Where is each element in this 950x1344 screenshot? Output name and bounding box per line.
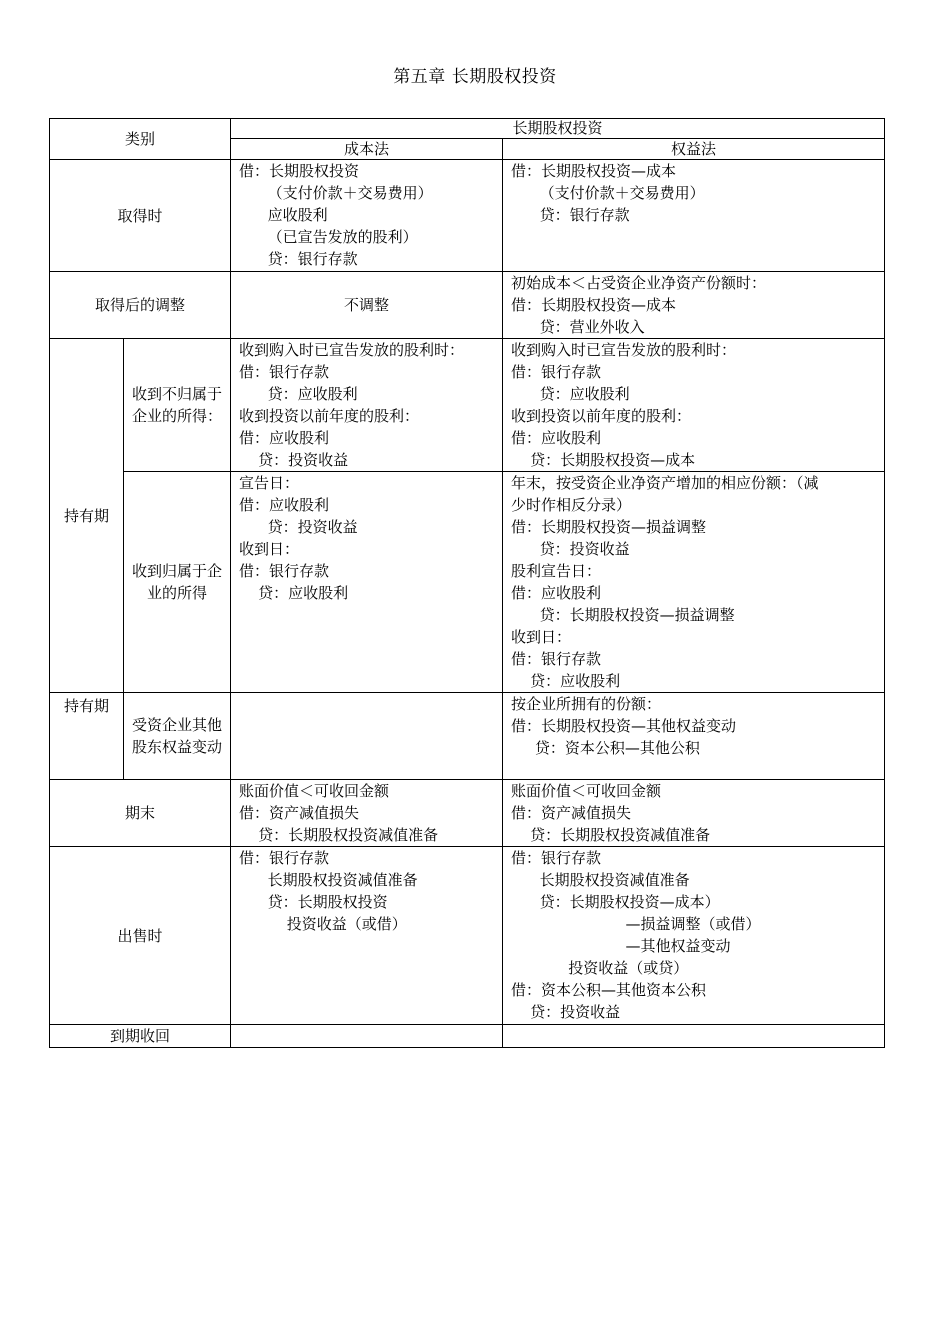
header-category: 类别 — [50, 119, 231, 160]
sale-equity-cell — [503, 847, 885, 1025]
non-attrib-equity-cell — [503, 339, 885, 472]
entry-line: 投资收益（或贷） — [511, 959, 689, 977]
entry-line: 贷：长期股权投资减值准备 — [239, 826, 439, 844]
entry-line: 按企业所拥有的份额： — [511, 695, 662, 713]
entry-line: 借：应收股利 — [239, 496, 330, 514]
acquire-equity-cell — [503, 160, 885, 272]
row-label-period-end: 期末 — [50, 780, 231, 847]
entry-line: 借：长期股权投资—损益调整 — [511, 518, 707, 536]
non-attrib-cost-cell — [231, 339, 503, 472]
entry-line: 借：应收股利 — [239, 429, 330, 447]
entry-line: 贷：投资收益 — [239, 518, 358, 536]
entry-line: 借：长期股权投资—成本 — [511, 296, 677, 314]
maturity-cost-cell — [231, 1025, 503, 1048]
sub-label-attrib: 收到归属于企业的所得 — [124, 472, 231, 693]
other-equity-equity-cell — [503, 693, 885, 780]
entry-line: 借：银行存款 — [239, 562, 330, 580]
entry-line: 账面价值＜可收回金额 — [239, 782, 390, 800]
entry-line: 借：银行存款 — [239, 363, 330, 381]
entry-line: 年末，按受资企业净资产增加的相应份额：（减 — [511, 474, 819, 492]
entry-line: 贷：长期股权投资 — [239, 893, 388, 911]
entry-line: （支付价款＋交易费用） — [239, 184, 433, 202]
entry-line: 投资收益（或借） — [239, 915, 407, 933]
header-equity-method: 权益法 — [503, 139, 885, 160]
entry-line: 收到日： — [239, 540, 300, 558]
row-label-sale: 出售时 — [50, 847, 231, 1025]
period-end-cost-cell — [231, 780, 503, 847]
entry-line: 借：资产减值损失 — [239, 804, 360, 822]
row-label-maturity: 到期收回 — [50, 1025, 231, 1048]
row-label-holding: 持有期 — [50, 339, 124, 693]
entry-line: 贷：银行存款 — [239, 250, 358, 268]
sale-cost-cell — [231, 847, 503, 1025]
entry-line: 借：银行存款 — [511, 849, 602, 867]
entry-line: 贷：长期股权投资—成本） — [511, 893, 720, 911]
entry-line: 贷：营业外收入 — [511, 318, 645, 336]
header-group: 长期股权投资 — [231, 119, 885, 139]
entry-line: 借：长期股权投资 — [239, 162, 360, 180]
entry-line: —损益调整（或借） — [511, 915, 761, 933]
entry-line: （支付价款＋交易费用） — [511, 184, 705, 202]
row-label-acquire: 取得时 — [50, 160, 231, 272]
entry-line: 贷：应收股利 — [511, 672, 621, 690]
acquire-cost-cell — [231, 160, 503, 272]
entry-line: 借：长期股权投资—其他权益变动 — [511, 717, 737, 735]
entry-line: 宣告日： — [239, 474, 300, 492]
document-title: 第五章 长期股权投资 — [393, 67, 557, 87]
entry-line: 贷：应收股利 — [239, 584, 349, 602]
sub-label-non-attrib: 收到不归属于企业的所得： — [124, 339, 231, 472]
entry-line: 贷：应收股利 — [511, 385, 630, 403]
entry-line: 贷：投资收益 — [511, 1003, 621, 1021]
entry-line: 借：资产减值损失 — [511, 804, 632, 822]
entry-line: 收到购入时已宣告发放的股利时： — [511, 341, 737, 359]
entry-line: 贷：长期股权投资—成本 — [511, 451, 696, 469]
entry-line: 股利宣告日： — [511, 562, 602, 580]
entry-line: 长期股权投资减值准备 — [239, 871, 418, 889]
entry-line: 收到投资以前年度的股利： — [511, 407, 692, 425]
entry-line: 借：应收股利 — [511, 429, 602, 447]
entry-line: 借：银行存款 — [239, 849, 330, 867]
other-equity-cost-cell — [231, 693, 503, 780]
entry-line: 贷：资本公积—其他公积 — [511, 739, 700, 757]
entry-line: 借：资本公积—其他资本公积 — [511, 981, 707, 999]
entry-line: 初始成本＜占受资企业净资产份额时： — [511, 274, 767, 292]
entry-line: 收到投资以前年度的股利： — [239, 407, 420, 425]
entry-line: 借：长期股权投资—成本 — [511, 162, 677, 180]
row-label-adjust: 取得后的调整 — [50, 272, 231, 339]
sub-label-other-equity: 受资企业其他股东权益变动 — [124, 693, 231, 780]
attrib-equity-cell — [503, 472, 885, 693]
adjust-equity-cell — [503, 272, 885, 339]
entry-line: 借：银行存款 — [511, 650, 602, 668]
accounting-table — [49, 118, 885, 1048]
row-label-holding-2: 持有期 — [50, 693, 124, 780]
entry-line: —其他权益变动 — [511, 937, 731, 955]
entry-line: 贷：投资收益 — [239, 451, 349, 469]
entry-line: 长期股权投资减值准备 — [511, 871, 690, 889]
entry-line: 收到日： — [511, 628, 572, 646]
entry-line: 贷：长期股权投资减值准备 — [511, 826, 711, 844]
entry-line: 账面价值＜可收回金额 — [511, 782, 662, 800]
adjust-cost-cell: 不调整 — [231, 272, 503, 339]
entry-line: 贷：长期股权投资—损益调整 — [511, 606, 735, 624]
entry-line: 收到购入时已宣告发放的股利时： — [239, 341, 465, 359]
entry-line: 贷：银行存款 — [511, 206, 630, 224]
entry-line: 借：银行存款 — [511, 363, 602, 381]
entry-line: （已宣告发放的股利） — [239, 228, 418, 246]
attrib-cost-cell — [231, 472, 503, 693]
maturity-equity-cell — [503, 1025, 885, 1048]
entry-line: 借：应收股利 — [511, 584, 602, 602]
period-end-equity-cell — [503, 780, 885, 847]
header-cost-method: 成本法 — [231, 139, 503, 160]
entry-line: 应收股利 — [239, 206, 328, 224]
entry-line: 少时作相反分录） — [511, 496, 632, 514]
entry-line: 贷：投资收益 — [511, 540, 630, 558]
entry-line: 贷：应收股利 — [239, 385, 358, 403]
